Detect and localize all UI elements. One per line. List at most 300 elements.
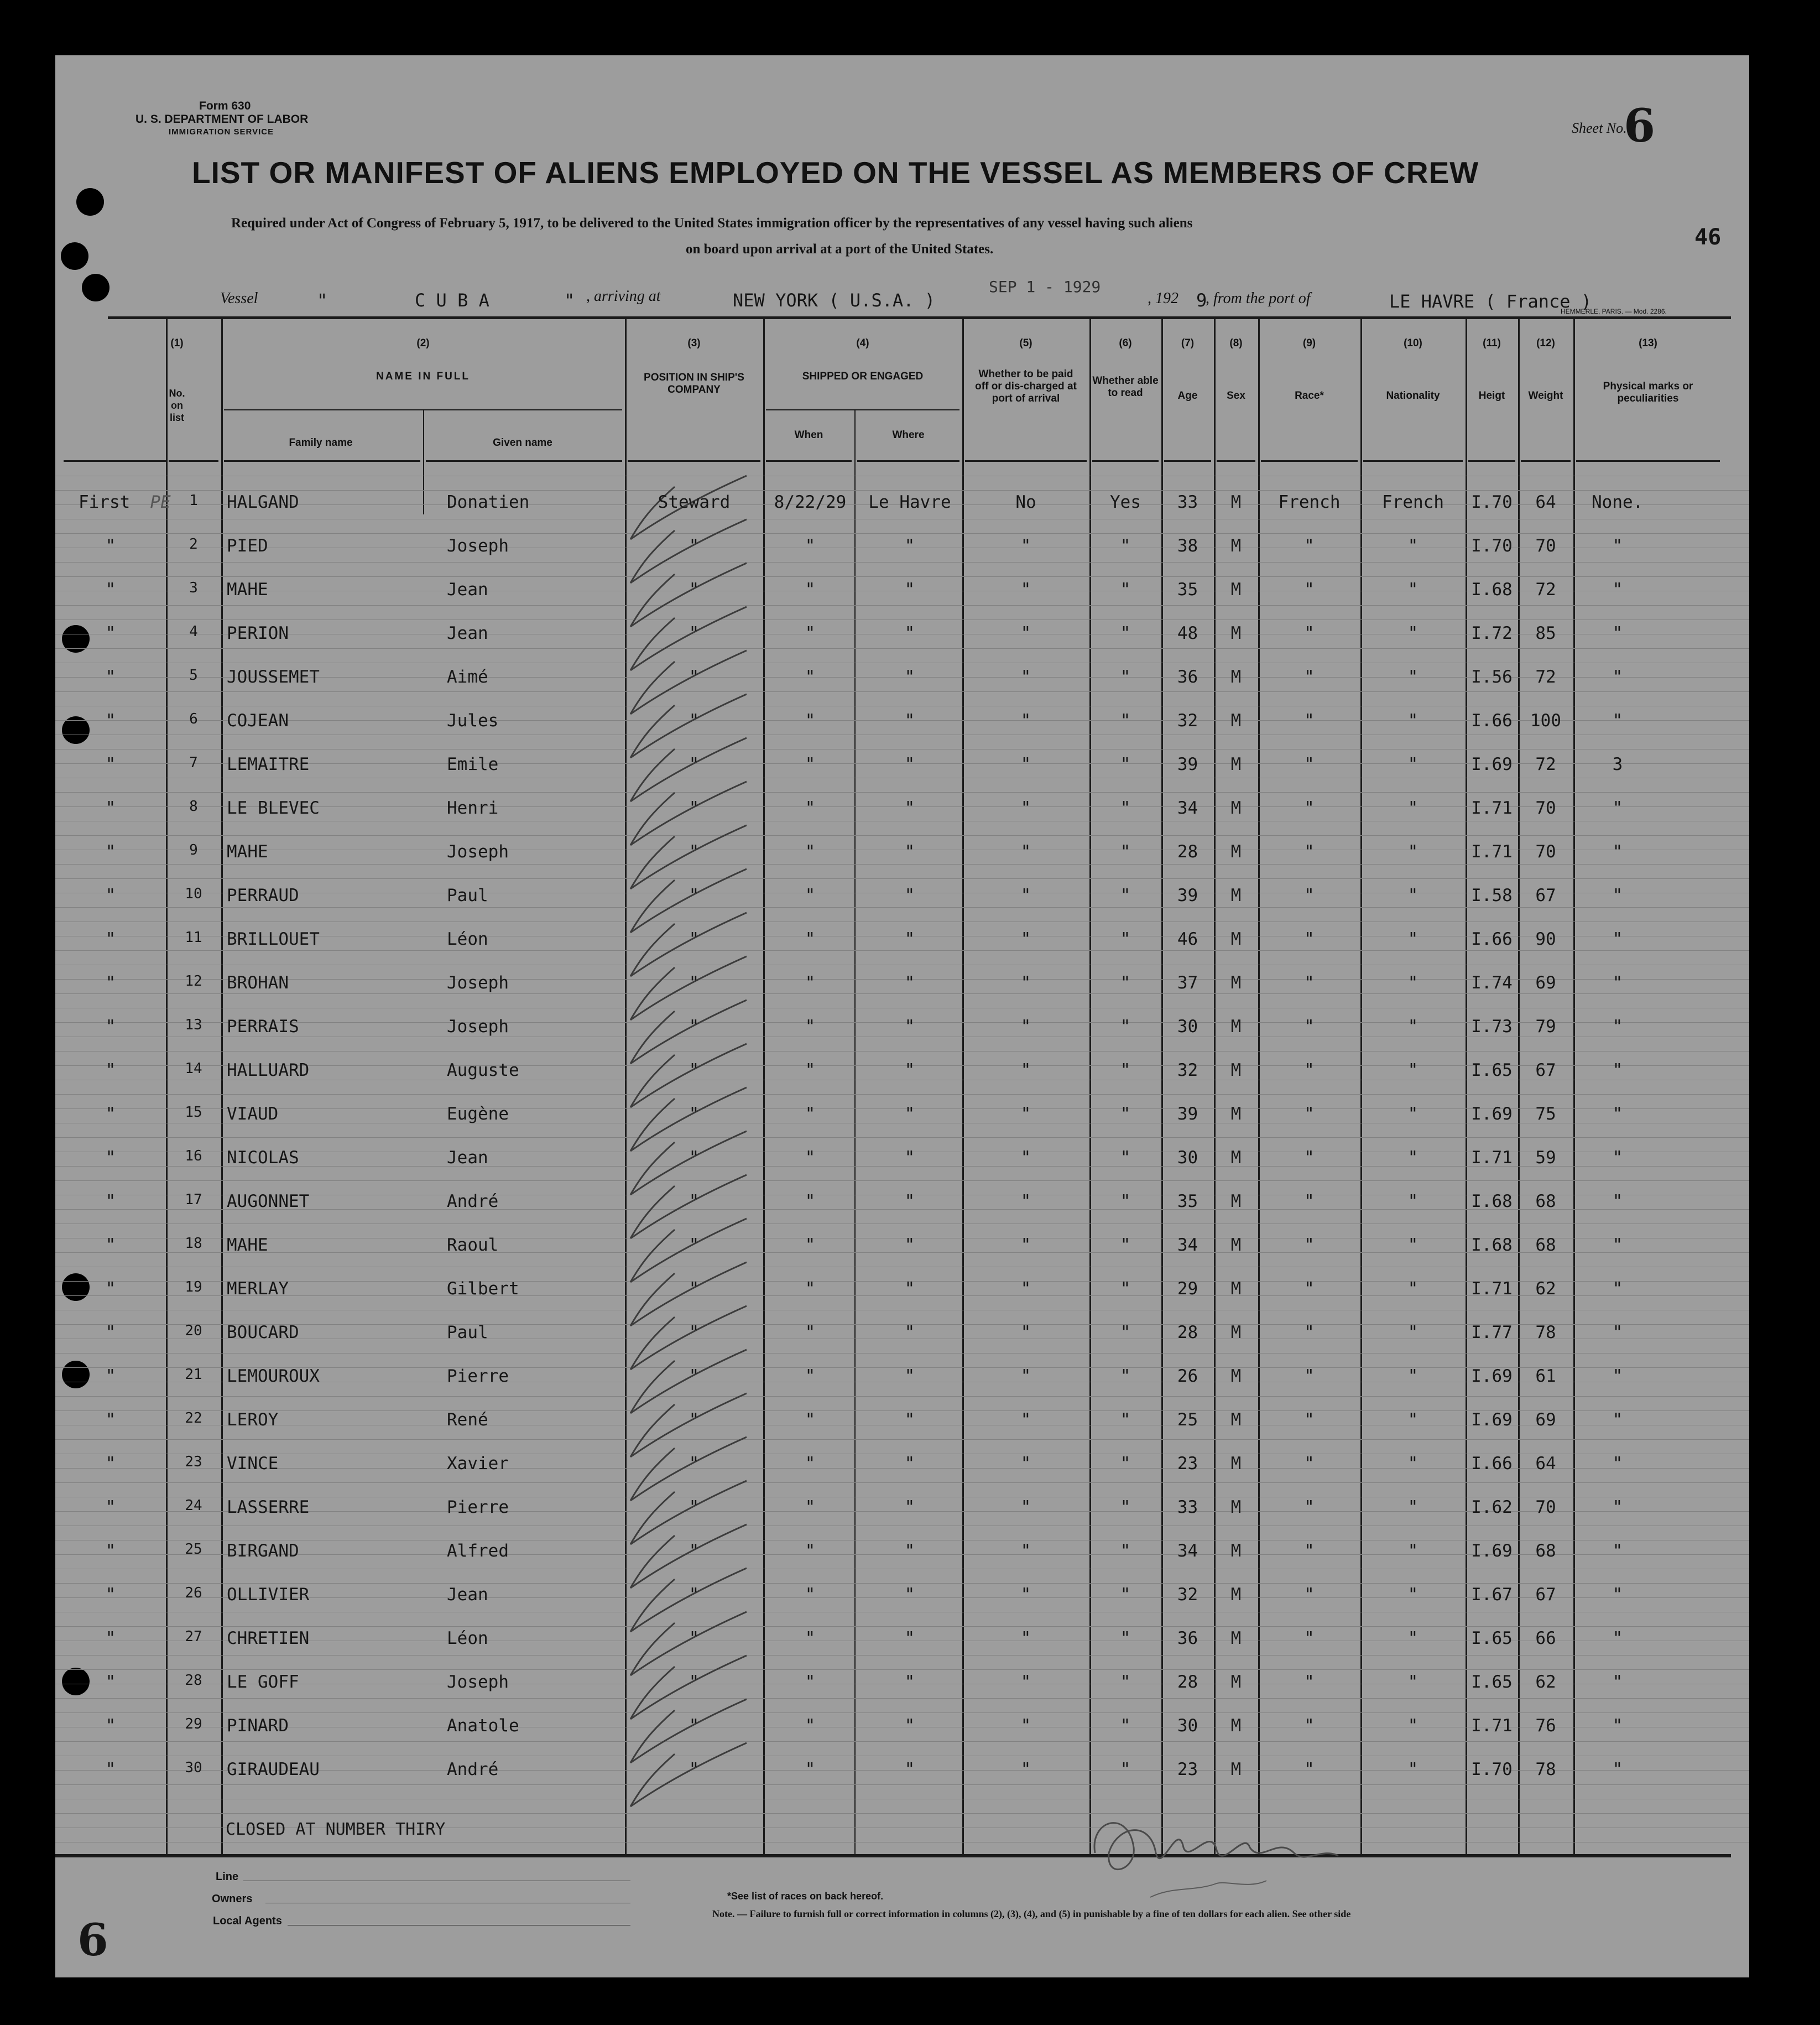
shipped-where-ditto: " (904, 1366, 915, 1386)
weight: 75 (1535, 1104, 1556, 1124)
nationality-ditto: " (1407, 711, 1419, 731)
physical-marks-ditto: " (1612, 1366, 1623, 1386)
race-ditto: " (1304, 886, 1315, 905)
shipped-when-ditto: " (805, 1191, 816, 1211)
nationality-ditto: " (1407, 1235, 1419, 1255)
age: 30 (1177, 1716, 1198, 1736)
race-ditto: " (1304, 754, 1315, 774)
department-name: U. S. DEPARTMENT OF LABOR (135, 113, 309, 126)
shipped-where-ditto: " (904, 623, 915, 643)
sex: M (1230, 623, 1242, 643)
class-ditto: " (105, 1672, 116, 1692)
given-name: André (447, 1191, 499, 1211)
closing-note: CLOSED AT NUMBER THIRY (226, 1820, 446, 1839)
shipped-when-ditto: " (805, 929, 816, 949)
paid-off-ditto: " (1020, 1191, 1031, 1211)
paid-off-ditto: " (1020, 1672, 1031, 1692)
subtitle-line-1: Required under Act of Congress of February 5, 1917, to be delivered to the United States immigration officer by the representatives of any vessel having such aliens (231, 216, 1193, 231)
sex: M (1230, 711, 1242, 731)
shipped-where-ditto: " (904, 929, 915, 949)
weight: 100 (1530, 711, 1561, 731)
weight: 59 (1535, 1148, 1556, 1168)
family-name: MAHE (227, 1235, 268, 1255)
paid-off-ditto: " (1020, 667, 1031, 687)
weight: 72 (1535, 667, 1556, 687)
sex: M (1230, 1017, 1242, 1037)
age: 34 (1177, 1541, 1198, 1561)
col3-label: POSITION IN SHIP'S COMPANY (644, 372, 744, 395)
position-ditto: " (689, 842, 700, 862)
sheet-label: Sheet No. (1572, 120, 1627, 136)
shipped-when-ditto: " (805, 1235, 816, 1255)
family-name: PERION (227, 623, 289, 643)
nationality-ditto: " (1407, 1279, 1419, 1299)
height: I.56 (1471, 667, 1513, 687)
height: I.74 (1471, 973, 1513, 993)
sex: M (1230, 973, 1242, 993)
sex: M (1230, 1541, 1242, 1561)
col8-number: (8) (1229, 337, 1243, 349)
row-number: 12 (185, 973, 202, 990)
physical-marks-ditto: " (1612, 1628, 1623, 1648)
class-ditto: " (105, 1454, 116, 1474)
sex: M (1230, 1628, 1242, 1648)
given-name: Raoul (447, 1235, 499, 1255)
physical-marks-ditto: " (1612, 1323, 1623, 1342)
class-ditto: " (105, 667, 116, 687)
sex: M (1230, 929, 1242, 949)
paid-off-ditto: " (1020, 711, 1031, 731)
row-number: 16 (185, 1148, 202, 1164)
paid-off: No (1015, 492, 1036, 512)
col1-number: (1) (170, 337, 184, 349)
able-to-read-ditto: " (1120, 973, 1131, 993)
col10-number: (10) (1404, 337, 1422, 349)
class-ditto: " (105, 1191, 116, 1211)
col2-family-label: Family name (289, 437, 353, 449)
col5-number: (5) (1019, 337, 1032, 349)
nationality-ditto: " (1407, 973, 1419, 993)
class-ditto: " (105, 1716, 116, 1736)
position-ditto: " (689, 1585, 700, 1605)
paid-off-ditto: " (1020, 1410, 1031, 1430)
physical-marks: 3 (1612, 754, 1623, 774)
shipped-where-ditto: " (904, 580, 915, 600)
height: I.71 (1471, 842, 1513, 862)
nationality-ditto: " (1407, 1585, 1419, 1605)
weight: 90 (1535, 929, 1556, 949)
position-ditto: " (689, 1235, 700, 1255)
family-name: COJEAN (227, 711, 289, 731)
position-ditto: " (689, 929, 700, 949)
height: I.62 (1471, 1497, 1513, 1517)
height: I.71 (1471, 798, 1513, 818)
col13-number: (13) (1639, 337, 1657, 349)
age: 35 (1177, 1191, 1198, 1211)
nationality-ditto: " (1407, 886, 1419, 905)
weight: 70 (1535, 1497, 1556, 1517)
shipped-when-ditto: " (805, 667, 816, 687)
given-name: Pierre (447, 1497, 509, 1517)
weight: 85 (1535, 623, 1556, 643)
height: I.69 (1471, 1410, 1513, 1430)
shipped-where-ditto: " (904, 1104, 915, 1124)
shipped-where-ditto: " (904, 886, 915, 905)
shipped-when-ditto: " (805, 1323, 816, 1342)
position-ditto: " (689, 754, 700, 774)
sex: M (1230, 580, 1242, 600)
shipped-where-ditto: " (904, 1279, 915, 1299)
height: I.69 (1471, 1104, 1513, 1124)
family-name: LEMOUROUX (227, 1366, 320, 1386)
position-ditto: " (689, 1410, 700, 1430)
weight: 61 (1535, 1366, 1556, 1386)
position-ditto: " (689, 1148, 700, 1168)
physical-marks-ditto: " (1612, 1017, 1623, 1037)
shipped-when-ditto: " (805, 1410, 816, 1430)
family-name: LE BLEVEC (227, 798, 320, 818)
physical-marks-ditto: " (1612, 623, 1623, 643)
weight: 68 (1535, 1541, 1556, 1561)
physical-marks-ditto: " (1612, 1191, 1623, 1211)
paid-off-ditto: " (1020, 1454, 1031, 1474)
age: 33 (1177, 492, 1198, 512)
race-ditto: " (1304, 1410, 1315, 1430)
footer-line-label: Line (216, 1871, 239, 1883)
height: I.68 (1471, 1235, 1513, 1255)
given-name: Paul (447, 1323, 488, 1342)
able-to-read-ditto: " (1120, 1017, 1131, 1037)
paid-off-ditto: " (1020, 1628, 1031, 1648)
row-number: 4 (189, 623, 198, 640)
weight: 79 (1535, 1017, 1556, 1037)
height: I.71 (1471, 1279, 1513, 1299)
shipped-when-ditto: " (805, 754, 816, 774)
sex: M (1230, 1716, 1242, 1736)
col12-number: (12) (1536, 337, 1555, 349)
nationality-ditto: " (1407, 1716, 1419, 1736)
able-to-read-ditto: " (1120, 1672, 1131, 1692)
row-number: 26 (185, 1585, 202, 1601)
height: I.69 (1471, 1366, 1513, 1386)
row-number: 14 (185, 1060, 202, 1077)
paid-off-ditto: " (1020, 1104, 1031, 1124)
shipped-where-ditto: " (904, 1410, 915, 1430)
given-name: René (447, 1410, 488, 1430)
shipped-when-ditto: " (805, 623, 816, 643)
height: I.77 (1471, 1323, 1513, 1342)
paid-off-ditto: " (1020, 1759, 1031, 1779)
shipped-when-ditto: " (805, 1716, 816, 1736)
age: 23 (1177, 1759, 1198, 1779)
row-number: 8 (189, 798, 198, 815)
physical-marks-ditto: " (1612, 973, 1623, 993)
position-ditto: " (689, 886, 700, 905)
race: French (1278, 492, 1341, 512)
shipped-when-ditto: " (805, 711, 816, 731)
nationality-ditto: " (1407, 1454, 1419, 1474)
physical-marks-ditto: " (1612, 580, 1623, 600)
able-to-read-ditto: " (1120, 1497, 1131, 1517)
shipped-when-ditto: " (805, 798, 816, 818)
family-name: NICOLAS (227, 1148, 299, 1168)
weight: 62 (1535, 1672, 1556, 1692)
class-ditto: " (105, 1235, 116, 1255)
row-number: 30 (185, 1759, 202, 1776)
footer-agents-label: Local Agents (213, 1915, 282, 1927)
shipped-where-ditto: " (904, 1716, 915, 1736)
sex: M (1230, 1148, 1242, 1168)
family-name: MERLAY (227, 1279, 289, 1299)
col7-label: Age (1177, 390, 1198, 402)
class-note: PE (150, 492, 171, 512)
vessel-quote-open: " (317, 290, 328, 311)
col4-where-label: Where (892, 429, 925, 441)
paid-off-ditto: " (1020, 1716, 1031, 1736)
row-number: 10 (185, 886, 202, 902)
position-ditto: " (689, 973, 700, 993)
given-name: Joseph (447, 1672, 509, 1692)
paid-off-ditto: " (1020, 1541, 1031, 1561)
family-name: HALLUARD (227, 1060, 310, 1080)
family-name: VIAUD (227, 1104, 279, 1124)
class-ditto: " (105, 1410, 116, 1430)
physical-marks-ditto: " (1612, 1541, 1623, 1561)
age: 36 (1177, 667, 1198, 687)
able-to-read-ditto: " (1120, 1191, 1131, 1211)
footer-owners-label: Owners (212, 1893, 253, 1905)
given-name: Eugène (447, 1104, 509, 1124)
race-ditto: " (1304, 1191, 1315, 1211)
physical-marks-ditto: " (1612, 1148, 1623, 1168)
paid-off-ditto: " (1020, 1235, 1031, 1255)
position-ditto: " (689, 1060, 700, 1080)
nationality-ditto: " (1407, 1410, 1419, 1430)
position-ditto: " (689, 667, 700, 687)
physical-marks-ditto: " (1612, 929, 1623, 949)
shipped-where-ditto: " (904, 1759, 915, 1779)
race-ditto: " (1304, 711, 1315, 731)
age: 32 (1177, 1585, 1198, 1605)
col9-number: (9) (1302, 337, 1316, 349)
able-to-read-ditto: " (1120, 798, 1131, 818)
weight: 78 (1535, 1323, 1556, 1342)
shipped-where-ditto: " (904, 1497, 915, 1517)
nationality-ditto: " (1407, 1148, 1419, 1168)
from-port: LE HAVRE ( France ) (1389, 291, 1592, 312)
position-ditto: " (689, 1104, 700, 1124)
family-name: VINCE (227, 1454, 279, 1474)
shipped-where-ditto: " (904, 754, 915, 774)
col6-label: Whether able to read (1092, 375, 1159, 399)
height: I.66 (1471, 929, 1513, 949)
family-name: LEROY (227, 1410, 279, 1430)
physical-marks-ditto: " (1612, 1104, 1623, 1124)
arriving-port: NEW YORK ( U.S.A. ) (733, 290, 936, 311)
nationality-ditto: " (1407, 1017, 1419, 1037)
height: I.72 (1471, 623, 1513, 643)
nationality-ditto: " (1407, 1628, 1419, 1648)
paid-off-ditto: " (1020, 536, 1031, 556)
service-name: IMMIGRATION SERVICE (169, 127, 274, 137)
shipped-when-ditto: " (805, 1060, 816, 1080)
form-number: Form 630 (199, 100, 251, 112)
family-name: AUGONNET (227, 1191, 310, 1211)
class-ditto: " (105, 929, 116, 949)
family-name: LE GOFF (227, 1672, 299, 1692)
col2-given-label: Given name (493, 437, 552, 449)
race-ditto: " (1304, 1148, 1315, 1168)
given-name: Jean (447, 1148, 488, 1168)
class-ditto: " (105, 536, 116, 556)
shipped-when-ditto: " (805, 1541, 816, 1561)
class-ditto: " (105, 798, 116, 818)
class-ditto: " (105, 1628, 116, 1648)
age: 46 (1177, 929, 1198, 949)
sex: M (1230, 1585, 1242, 1605)
nationality-ditto: " (1407, 623, 1419, 643)
given-name: Donatien (447, 492, 530, 512)
physical-marks-ditto: " (1612, 1235, 1623, 1255)
age: 28 (1177, 1323, 1198, 1342)
col4-number: (4) (856, 337, 869, 349)
class-ditto: " (105, 842, 116, 862)
shipped-where-ditto: " (904, 667, 915, 687)
sex: M (1230, 798, 1242, 818)
shipped-when-ditto: " (805, 1454, 816, 1474)
nationality-ditto: " (1407, 1323, 1419, 1342)
position-ditto: " (689, 1323, 700, 1342)
age: 26 (1177, 1366, 1198, 1386)
position-ditto: " (689, 711, 700, 731)
class-ditto: " (105, 1497, 116, 1517)
physical-marks-ditto: " (1612, 711, 1623, 731)
family-name: PERRAUD (227, 886, 299, 905)
family-name: HALGAND (227, 492, 299, 512)
age: 32 (1177, 1060, 1198, 1080)
shipped-when-ditto: " (805, 536, 816, 556)
row-number: 21 (185, 1366, 202, 1383)
shipped-where-ditto: " (904, 1017, 915, 1037)
sex: M (1230, 1060, 1242, 1080)
age: 33 (1177, 1497, 1198, 1517)
year-digit: 9 (1196, 290, 1207, 311)
race-ditto: " (1304, 1454, 1315, 1474)
printer-note: HEMMERLE, PARIS. — Mod. 2286. (1561, 308, 1667, 315)
sex: M (1230, 1497, 1242, 1517)
family-name: OLLIVIER (227, 1585, 310, 1605)
col5-label: Whether to be paid off or dis-charged at port of arrival (975, 368, 1077, 404)
col11-label: Heigt (1478, 390, 1505, 402)
arriving-label: , arriving at (586, 288, 661, 305)
col13-label: Physical marks or peculiarities (1603, 381, 1693, 404)
class-ditto: " (105, 754, 116, 774)
col10-label: Nationality (1386, 390, 1440, 402)
row-number: 15 (185, 1104, 202, 1121)
race-ditto: " (1304, 1716, 1315, 1736)
given-name: Joseph (447, 842, 509, 862)
sex: M (1230, 754, 1242, 774)
class-ditto: " (105, 1541, 116, 1561)
shipped-when-ditto: " (805, 886, 816, 905)
physical-marks-ditto: " (1612, 536, 1623, 556)
family-name: BOUCARD (227, 1323, 299, 1342)
physical-marks-ditto: " (1612, 842, 1623, 862)
shipped-where-ditto: " (904, 1191, 915, 1211)
able-to-read: Yes (1110, 492, 1141, 512)
col1-label: No. on list (169, 388, 185, 423)
height: I.66 (1471, 711, 1513, 731)
shipped-where-ditto: " (904, 711, 915, 731)
height: I.70 (1471, 492, 1513, 512)
able-to-read-ditto: " (1120, 886, 1131, 905)
shipped-when-ditto: " (805, 1672, 816, 1692)
position-ditto: " (689, 1672, 700, 1692)
given-name: Léon (447, 1628, 488, 1648)
given-name: Aimé (447, 667, 488, 687)
able-to-read-ditto: " (1120, 1235, 1131, 1255)
height: I.67 (1471, 1585, 1513, 1605)
race-ditto: " (1304, 1497, 1315, 1517)
height: I.66 (1471, 1454, 1513, 1474)
row-number: 11 (185, 929, 202, 946)
family-name: PINARD (227, 1716, 289, 1736)
nationality-ditto: " (1407, 754, 1419, 774)
row-number: 28 (185, 1672, 202, 1689)
shipped-when-ditto: " (805, 1104, 816, 1124)
paid-off-ditto: " (1020, 1323, 1031, 1342)
row-number: 13 (185, 1017, 202, 1033)
family-name: CHRETIEN (227, 1628, 310, 1648)
paid-off-ditto: " (1020, 1060, 1031, 1080)
height: I.69 (1471, 1541, 1513, 1561)
height: I.71 (1471, 1148, 1513, 1168)
position-ditto: " (689, 798, 700, 818)
family-name: PIED (227, 536, 268, 556)
class-ditto: " (105, 1148, 116, 1168)
row-number: 23 (185, 1454, 202, 1470)
family-name: JOUSSEMET (227, 667, 320, 687)
weight: 69 (1535, 973, 1556, 993)
nationality: French (1382, 492, 1444, 512)
physical-marks-ditto: " (1612, 1497, 1623, 1517)
nationality-ditto: " (1407, 1541, 1419, 1561)
able-to-read-ditto: " (1120, 1148, 1131, 1168)
given-name: Jean (447, 1585, 488, 1605)
footer-page-number: 6 (77, 1914, 108, 1966)
given-name: Joseph (447, 973, 509, 993)
paid-off-ditto: " (1020, 1279, 1031, 1299)
class-ditto: " (105, 1104, 116, 1124)
shipped-where-ditto: " (904, 1323, 915, 1342)
weight: 67 (1535, 1060, 1556, 1080)
position-ditto: " (689, 536, 700, 556)
shipped-where-ditto: " (904, 1235, 915, 1255)
position-ditto: " (689, 1541, 700, 1561)
position-ditto: " (689, 1716, 700, 1736)
class-label: First (79, 492, 131, 512)
able-to-read-ditto: " (1120, 1628, 1131, 1648)
able-to-read-ditto: " (1120, 1716, 1131, 1736)
shipped-when-ditto: " (805, 1017, 816, 1037)
row-number: 7 (189, 754, 198, 771)
col3-number: (3) (687, 337, 701, 349)
paid-off-ditto: " (1020, 929, 1031, 949)
position-ditto: " (689, 623, 700, 643)
race-ditto: " (1304, 1541, 1315, 1561)
race-ditto: " (1304, 1104, 1315, 1124)
weight: 78 (1535, 1759, 1556, 1779)
